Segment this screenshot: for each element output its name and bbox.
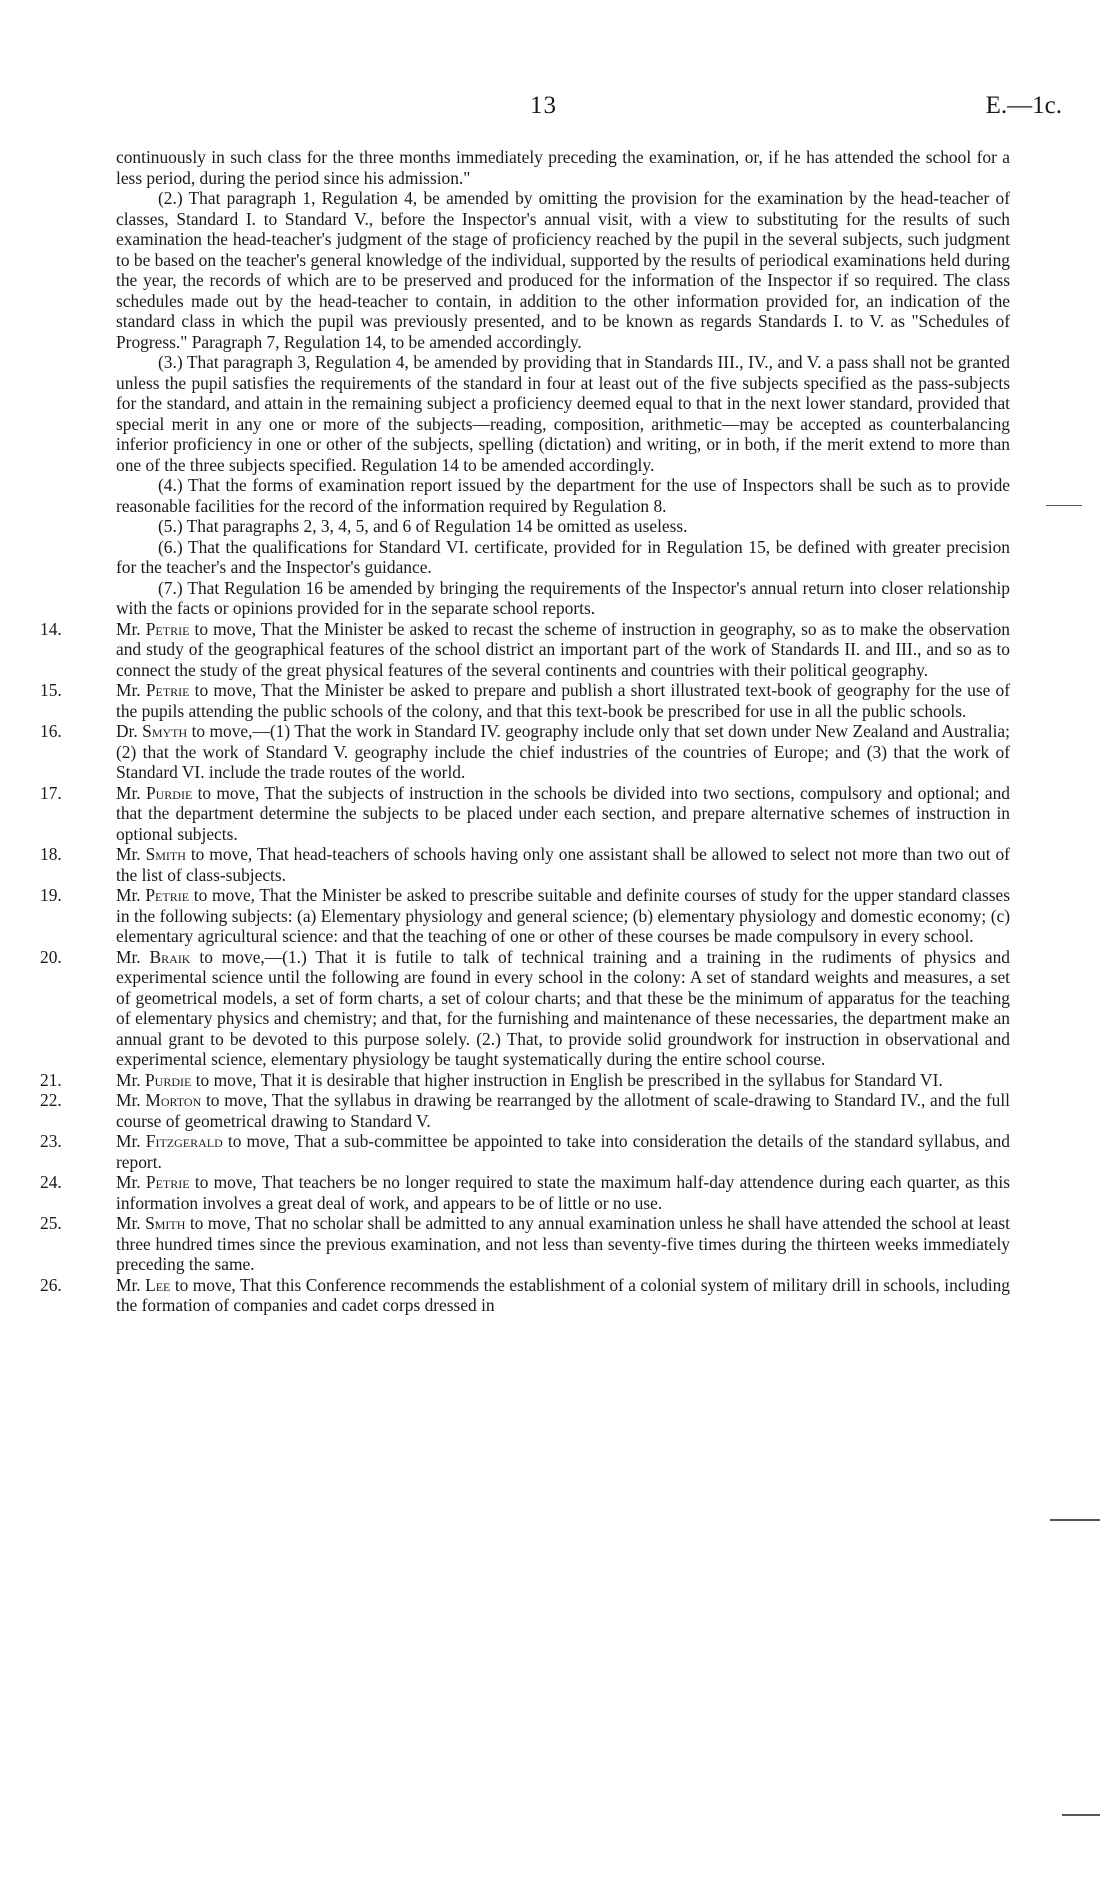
motion-list	[40, 618, 1011, 1316]
motion-item	[40, 1131, 1010, 1172]
document-body	[40, 147, 1011, 1316]
motion-item	[40, 721, 1010, 783]
motion-number: 14.	[40, 618, 62, 639]
motion-title: Mr.	[116, 618, 141, 639]
motion-item	[40, 680, 1010, 721]
motion-text: to move, That the subjects of instruction in the schools be divided into two sections, compulsory and optional; and that the department determine the subjects to be placed under each section, and prepare alternative schemes of instruction in optional subjects.	[116, 782, 1010, 844]
motion-title: Dr.	[116, 721, 138, 741]
motion-mover: Braik	[149, 946, 191, 967]
motion-mover: Fitzgerald	[145, 1131, 223, 1151]
motion-number: 15.	[40, 680, 62, 700]
margin-scan-mark	[1046, 505, 1082, 506]
motion-title: Mr.	[116, 1213, 141, 1233]
document-code: E.—1c.	[985, 92, 1062, 119]
motion-item	[40, 844, 1010, 885]
motion-title: Mr.	[116, 782, 141, 803]
motion-item	[40, 1172, 1010, 1213]
motion-mover: Smith	[145, 844, 186, 864]
motion-item	[40, 1069, 1010, 1091]
motion-mover: Petrie	[145, 885, 190, 905]
motion-item	[40, 1213, 1010, 1275]
motion-mover: Smith	[145, 1213, 186, 1233]
motion-number: 26.	[40, 1274, 62, 1295]
amendment-paragraph-2: (2.) That paragraph 1, Regulation 4, be amended by omitting the provision for the examination by the head-teacher of classes, Standard I. to Standard V., before the Inspector's annual visit, with a view to substituting for the results of such examination the head-teacher's judgment of the stage of proficiency reached by the pupil in the several subjects, such judgment to be based on the teacher's general knowledge of the individual, supported by the results of periodical examinations held during the year, the records of which are to be preserved and produced for the information of the Inspector if so required. The class schedules made out by the head-teacher to contain, in addition to the other information provided for, an indication of the standard class in which the pupil was previously presented, and to be known as regards Standards I. to V. as "Schedules of Progress." Paragraph 7, Regulation 14, to be amended accordingly.	[116, 188, 1010, 352]
motion-number: 24.	[40, 1172, 62, 1192]
motion-text: to move,—(1.) That it is futile to talk of technical training and a training in the rudiments of physics and experimental science until the following are found in every school in the colony: A set of standard weights and measures, a set of geometrical models, a set of form charts, a set of colour charts; and that these be the minimum of apparatus for the teaching of elementary physics and chemistry; and that, for the furnishing and maintenance of these necessaries, the department make an annual grant to be devoted to this purpose solely. (2.) That, to provide solid groundwork for instruction in observational and experimental science, elementary physiology be taught systematically during the entire school course.	[116, 946, 1011, 1069]
motion-item	[40, 782, 1010, 845]
motion-number: 18.	[40, 844, 62, 864]
motion-title: Mr.	[116, 1131, 141, 1151]
motion-item	[40, 618, 1010, 681]
motion-text: to move, That the syllabus in drawing be rearranged by the allotment of scale-drawing to Standard IV., and the full course of geometrical drawing to Standard V.	[116, 1090, 1010, 1131]
motion-mover: Purdie	[145, 782, 193, 803]
motion-text: to move, That the Minister be asked to prescribe suitable and definite courses of study for the upper standard classes in the following subjects: (a) Elementary physiology and general science; (b) elementary physiology and domestic economy; (c) elementary agricultural science: and that the teaching of one or other of these courses be made compulsory in every school.	[116, 885, 1010, 946]
motion-mover: Petrie	[145, 618, 190, 639]
motion-mover: Smyth	[142, 721, 188, 741]
motion-number: 23.	[40, 1131, 62, 1151]
motion-number: 16.	[40, 721, 62, 741]
motion-text: to move, That head-teachers of schools having only one assistant shall be allowed to select not more than two out of the list of class-subjects.	[116, 844, 1010, 885]
amendment-paragraph-5: (5.) That paragraphs 2, 3, 4, 5, and 6 of Regulation 14 be omitted as useless.	[158, 516, 688, 536]
motion-title: Mr.	[116, 885, 141, 905]
motion-number: 20.	[40, 946, 62, 967]
amendment-list	[116, 188, 1010, 619]
amendment-paragraph-4: (4.) That the forms of examination report issued by the department for the use of Inspectors shall be such as to provide reasonable facilities for the record of the information required by Regulation 8.	[116, 475, 1010, 516]
motion-mover: Purdie	[145, 1069, 192, 1090]
amendment-paragraph-3: (3.) That paragraph 3, Regulation 4, be amended by providing that in Standards III., IV., and V. a pass shall not be granted unless the pupil satisfies the requirements of the standard in four at least out of the five subjects specified as the pass-subjects for the standard, and attain in the remaining subject a proficiency deemed equal to that in the next lower standard, provided that special merit in any one or more of the subjects—reading, composition, arithmetic—may be accepted as counterbalancing inferior proficiency in one or other of the subjects, spelling (dictation) and writing, or in both, if the merit extend to more than one of the three subjects specified. Regulation 14 to be amended accordingly.	[116, 352, 1010, 475]
motion-mover: Morton	[145, 1090, 202, 1110]
opening-paragraph: continuously in such class for the three months immediately preceding the examination, or, if he has attended the school for a less period, during the period since his admission."	[116, 147, 1010, 188]
motion-text: to move, That the Minister be asked to prepare and publish a short illustrated text-book of geography for the use of the pupils attending the public schools of the colony, and that this text-book be prescribed for use in all the public schools.	[116, 680, 1010, 721]
motion-number: 22.	[40, 1090, 62, 1110]
motion-text: to move, That a sub-committee be appointed to take into consideration the details of the standard syllabus, and report.	[116, 1131, 1010, 1172]
motion-text: to move, That this Conference recommends the establishment of a colonial system of military drill in schools, including the formation of companies and cadet corps dressed in	[116, 1274, 1010, 1315]
motion-number: 25.	[40, 1213, 62, 1233]
motion-title: Mr.	[116, 1069, 141, 1090]
motion-title: Mr.	[116, 844, 141, 864]
motion-text: to move, That teachers be no longer required to state the maximum half-day attendence during each quarter, as this information involves a great deal of work, and appears to be of little or no use.	[116, 1172, 1010, 1213]
motion-number: 21.	[40, 1069, 62, 1090]
motion-title: Mr.	[116, 680, 141, 700]
motion-item	[40, 1274, 1010, 1316]
margin-scan-mark	[1050, 1519, 1100, 1521]
motion-item	[40, 946, 1011, 1070]
page-number: 13	[530, 92, 557, 119]
margin-scan-mark	[1062, 1814, 1100, 1816]
motion-mover: Lee	[145, 1274, 171, 1295]
motion-title: Mr.	[116, 1172, 141, 1192]
motion-item	[40, 885, 1010, 947]
motion-item	[40, 1090, 1010, 1131]
motion-title: Mr.	[116, 946, 141, 967]
motion-mover: Petrie	[145, 1172, 190, 1192]
amendment-paragraph-7: (7.) That Regulation 16 be amended by bringing the requirements of the Inspector's annual return into closer relationship with the facts or opinions provided for in the separate school reports.	[116, 577, 1010, 618]
motion-text: to move,—(1) That the work in Standard IV. geography include only that set down under New Zealand and Australia; (2) that the work of Standard V. geography include the chief industries of the countries of Europe; and (3) that the work of Standard VI. include the trade routes of the world.	[116, 721, 1010, 782]
motion-mover: Petrie	[145, 680, 190, 700]
motion-text: to move, That the Minister be asked to recast the scheme of instruction in geography, so as to make the observation and study of the geographical features of the school district an important part of the work of Standards II. and III., and so as to connect the study of the great physical features of the several continents and countries with their political geography.	[116, 618, 1010, 680]
motion-number: 17.	[40, 782, 62, 803]
motion-text: to move, That no scholar shall be admitted to any annual examination unless he shall have attended the school at least three hundred times since the previous examination, and not less than seventy-five times during the thirteen weeks immediately preceding the same.	[116, 1213, 1010, 1274]
motion-number: 19.	[40, 885, 62, 905]
motion-title: Mr.	[116, 1090, 141, 1110]
motion-text: to move, That it is desirable that higher instruction in English be prescribed in the syllabus for Standard VI.	[195, 1069, 943, 1090]
page-header	[0, 92, 1114, 122]
motion-title: Mr.	[116, 1274, 141, 1295]
amendment-paragraph-6: (6.) That the qualifications for Standard VI. certificate, provided for in Regulation 15, be defined with greater precision for the teacher's and the Inspector's guidance.	[116, 536, 1010, 577]
